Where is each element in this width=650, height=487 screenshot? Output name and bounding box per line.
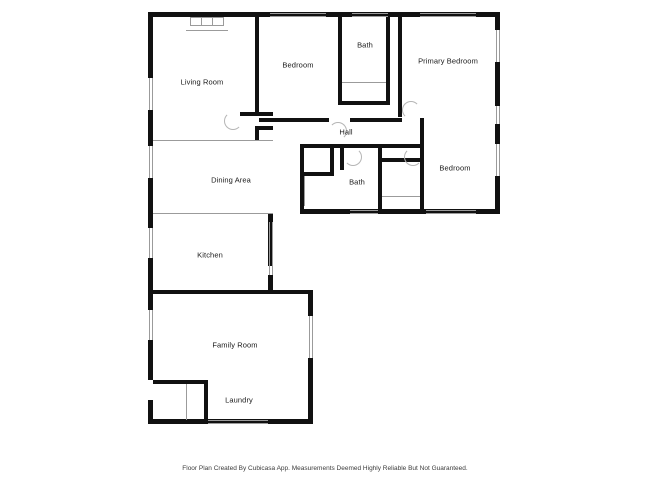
wall-kitchen-family-divider (153, 290, 313, 294)
window-left-3b (152, 228, 153, 258)
wall-living-bottom (240, 112, 273, 116)
wall-living-bedroom (255, 17, 259, 113)
exterior-wall-left-mid-2 (148, 258, 153, 294)
fixture-bath2-tub (382, 196, 420, 197)
window-left-2b (152, 146, 153, 178)
window-bottom-upper-1 (426, 210, 476, 211)
wall-hall-top (259, 118, 329, 122)
wall-hall-bottom (300, 144, 424, 148)
window-top-2b (352, 16, 388, 17)
window-top-3b (420, 16, 476, 17)
window-left-4b (152, 310, 153, 340)
exterior-wall-left-mid (148, 178, 153, 228)
window-left-3 (149, 228, 150, 258)
window-left-1b (152, 78, 153, 110)
window-right-2 (496, 106, 497, 124)
fixture-cabinet-outline-d (190, 25, 224, 26)
room-label-laundry: Laundry (225, 395, 253, 405)
window-bottom-1b (208, 423, 268, 424)
wall-living-dining-divider (153, 140, 273, 141)
window-bottom-upper-2b (350, 213, 378, 214)
room-label-dining-area: Dining Area (211, 175, 251, 185)
exterior-wall-left-lower-2 (148, 340, 153, 380)
exterior-wall-right-lower-2 (308, 358, 313, 424)
window-top-3 (420, 13, 476, 14)
window-left-4 (149, 310, 150, 340)
window-right-3b (499, 144, 500, 176)
fixture-cabinet-div2 (212, 17, 213, 26)
window-kitchen-door-b (272, 266, 273, 275)
window-right-1 (496, 30, 497, 62)
window-right-3 (496, 144, 497, 176)
window-bottom-upper-2 (350, 210, 378, 211)
window-bottom-1 (208, 420, 268, 421)
room-label-kitchen: Kitchen (197, 250, 223, 260)
room-label-living-room: Living Room (180, 77, 224, 87)
room-label-primary-bedroom: Primary Bedroom (418, 56, 478, 66)
window-top-1 (270, 13, 326, 14)
window-family-right-b (312, 316, 313, 358)
window-right-2b (499, 106, 500, 124)
room-label-bedroom-2: Bedroom (439, 163, 471, 173)
window-kitchen-door2 (269, 222, 270, 266)
wall-bath2-bottom (334, 209, 350, 214)
door-arc-living (224, 112, 242, 130)
wall-primary-bedroom-left (398, 17, 402, 117)
door-arc-bath2 (344, 148, 362, 166)
fixture-cabinet-outline (190, 17, 224, 18)
room-label-bath-2: Bath (349, 177, 365, 187)
fixture-cabinet-div1 (201, 17, 202, 26)
exterior-wall-right-mid-2 (495, 176, 500, 212)
wall-laundry-top (153, 380, 208, 384)
window-family-right (309, 316, 310, 358)
door-arc-bedroom2 (404, 148, 422, 166)
fixture-bath2-toilet (304, 176, 305, 206)
window-left-2 (149, 146, 150, 178)
wall-bath-right (386, 17, 390, 105)
wall-hall-top-2 (350, 118, 402, 122)
room-label-bedroom: Bedroom (282, 60, 314, 70)
wall-bedroom-bath (338, 17, 342, 105)
window-right-1b (499, 30, 500, 62)
fixture-tub-bath1 (342, 82, 386, 83)
fixture-counter (186, 30, 228, 31)
wall-kitchen-right-2 (268, 275, 273, 293)
wall-laundry-right (204, 380, 208, 424)
exterior-wall-right-upper-2 (495, 62, 500, 106)
wall-bath2-left-2 (304, 172, 334, 176)
exterior-wall-right-mid (495, 124, 500, 144)
wall-dining-kitchen-divider (153, 213, 273, 214)
window-laundry-divider (186, 384, 187, 420)
window-kitchen-door (269, 266, 270, 275)
door-arc-primary (402, 101, 420, 119)
window-kitchen-door2-b (272, 222, 273, 266)
room-label-bath: Bath (357, 40, 373, 50)
room-label-family-room: Family Room (212, 340, 258, 350)
window-top-1b (270, 16, 326, 17)
window-top-2 (352, 13, 388, 14)
window-bottom-upper-1b (426, 213, 476, 214)
room-label-hall: Hall (339, 127, 353, 137)
exterior-wall-right-upper (495, 12, 500, 30)
exterior-wall-left-upper (148, 12, 153, 78)
footer-disclaimer: Floor Plan Created By Cubicasa App. Measurements Deemed Highly Reliable But Not Guaranteed. (182, 465, 468, 472)
wall-living-bedroom-jog2 (259, 126, 273, 130)
window-left-1 (149, 78, 150, 110)
wall-bath-bottom-upper (338, 101, 390, 105)
